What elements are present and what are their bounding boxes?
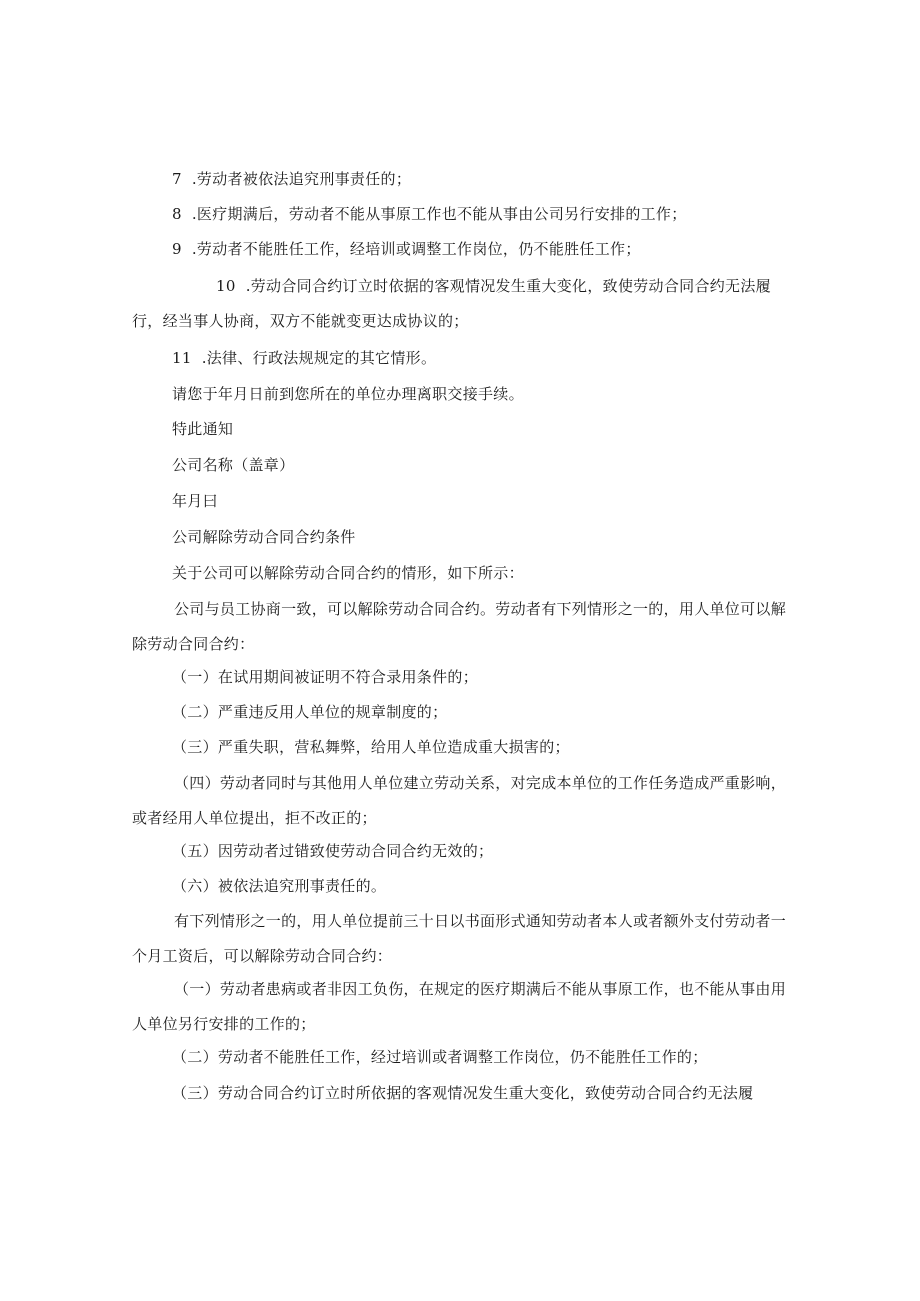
special-notice: 特此通知 xyxy=(172,420,234,438)
list1-item-1: （一）在试用期间被证明不符合录用条件的； xyxy=(172,668,479,686)
list1-item-3: （三）严重失职，营私舞弊，给用人单位造成重大损害的； xyxy=(172,738,570,756)
item-number: 9 xyxy=(172,240,182,258)
list1-item-6: （六）被依法追究刑事责任的。 xyxy=(172,877,387,895)
list2-item-1: （一）劳动者患病或者非因工负伤，在规定的医疗期满后不能从事原工作，也不能从事由用人单位另行安排的工作的； xyxy=(132,980,787,1033)
intro-text: 关于公司可以解除劳动合同合约的情形，如下所示： xyxy=(172,564,524,582)
list2-item-2: （二）劳动者不能胜任工作，经过培训或者调整工作岗位，仍不能胜任工作的； xyxy=(172,1048,708,1066)
item-7 xyxy=(172,162,411,197)
date-line: 年月曰 xyxy=(172,492,218,510)
item-10 xyxy=(132,269,792,339)
item-number: 7 xyxy=(172,170,182,188)
list1-item-5: （五）因劳动者过错致使劳动合同合约无效的； xyxy=(172,842,494,860)
item-number: 8 xyxy=(172,205,182,223)
paragraph-1: 公司与员工协商一致，可以解除劳动合同合约。劳动者有下列情形之一的，用人单位可以解除劳动合同合约： xyxy=(132,600,787,653)
section-title: 公司解除劳动合同合约条件 xyxy=(172,528,356,546)
list2-item-3: （三）劳动合同合约订立时所依据的客观情况发生重大变化，致使劳动合同合约无法履 xyxy=(172,1084,754,1102)
item-number: 10 xyxy=(216,277,236,295)
item-text: .劳动合同合约订立时依据的客观情况发生重大变化，致使劳动合同合约无法履行，经当事人协商，双方不能就变更达成协议的； xyxy=(132,277,771,330)
paragraph-2: 有下列情形之一的，用人单位提前三十日以书面形式通知劳动者本人或者额外支付劳动者一个月工资后，可以解除劳动合同合约： xyxy=(132,912,787,965)
item-9 xyxy=(172,232,641,267)
item-text: .劳动者不能胜任工作，经培训或调整工作岗位，仍不能胜任工作； xyxy=(191,240,641,258)
item-number: 11 xyxy=(172,349,192,367)
item-text: .法律、行政法规规定的其它情形。 xyxy=(201,349,437,367)
list1-item-2: （二）严重违反用人单位的规章制度的； xyxy=(172,703,448,721)
item-text: .医疗期满后，劳动者不能从事原工作也不能从事由公司另行安排的工作； xyxy=(191,205,687,223)
item-text: .劳动者被依法追究刑事责任的； xyxy=(191,170,412,188)
list1-item-4: （四）劳动者同时与其他用人单位建立劳动关系，对完成本单位的工作任务造成严重影响，或者经用人单位提出，拒不改正的； xyxy=(132,774,787,827)
item-8 xyxy=(172,197,687,232)
item-11 xyxy=(172,341,436,376)
company-seal: 公司名称（盖章） xyxy=(172,456,295,474)
notice-text: 请您于年月日前到您所在的单位办理离职交接手续。 xyxy=(172,385,524,403)
